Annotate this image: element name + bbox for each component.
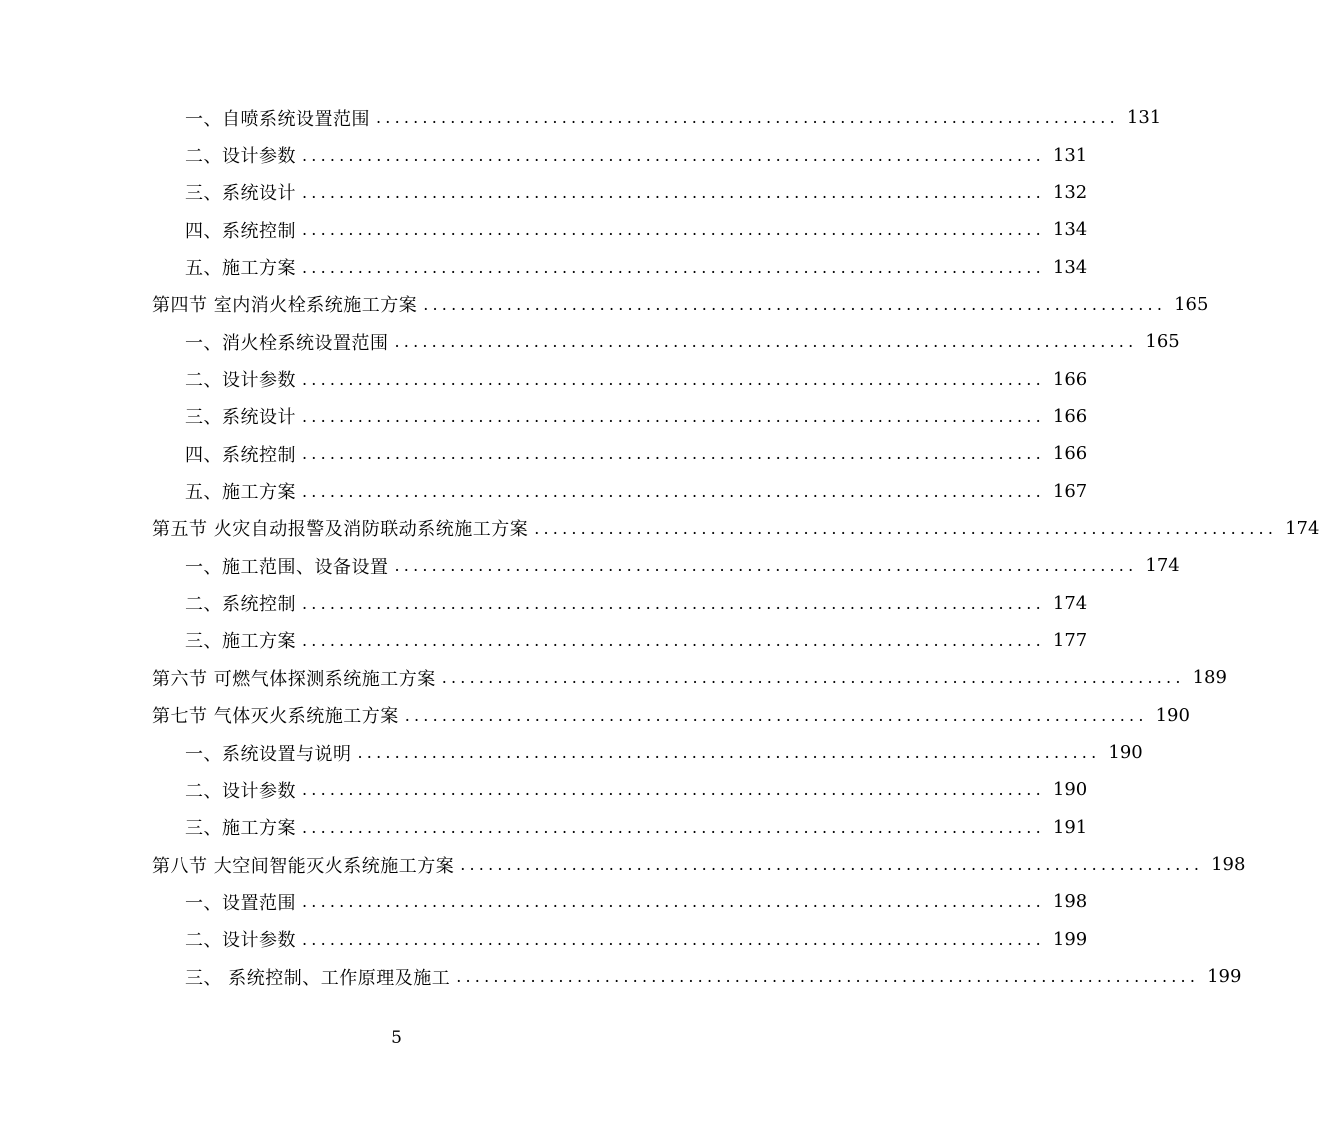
dot-leader: ................................................................................ — [302, 593, 1045, 613]
toc-entry-page: 166 — [1052, 368, 1088, 390]
toc-entry-page: 165 — [1174, 293, 1209, 315]
toc-entry-page: 132 — [1052, 181, 1088, 203]
toc-subsection-entry[interactable] — [0, 248, 1088, 285]
toc-entry-title: 第五节 火灾自动报警及消防联动系统施工方案 — [152, 519, 529, 541]
toc-entry-page: 134 — [1052, 256, 1088, 278]
toc-entry-title: 第六节 可燃气体探测系统施工方案 — [152, 668, 436, 690]
toc-subsection-entry[interactable] — [0, 958, 1242, 995]
toc-subsection-entry[interactable] — [0, 323, 1180, 360]
toc-subsection-entry[interactable] — [0, 622, 1088, 659]
dot-leader: ................................................................................ — [534, 518, 1278, 538]
toc-subsection-entry[interactable] — [0, 734, 1143, 771]
toc-entry-title: 一、系统设置与说明 — [185, 743, 352, 765]
toc-entry-title: 二、设计参数 — [185, 930, 296, 952]
toc-entry-page: 199 — [1207, 966, 1242, 988]
toc-entry-title: 第七节 气体灭火系统施工方案 — [152, 706, 399, 728]
dot-leader: ................................................................................ — [460, 855, 1204, 875]
dot-leader: ................................................................................ — [441, 668, 1185, 688]
toc-section-entry[interactable] — [0, 846, 1246, 883]
toc-subsection-entry[interactable] — [0, 99, 1162, 136]
toc-entry-title: 四、系统控制 — [185, 444, 296, 466]
toc-subsection-entry[interactable] — [0, 211, 1088, 248]
dot-leader: ................................................................................ — [302, 369, 1045, 389]
toc-entry-page: 190 — [1155, 704, 1190, 726]
toc-entry-title: 五、施工方案 — [185, 258, 296, 280]
toc-subsection-entry[interactable] — [0, 136, 1088, 173]
toc-subsection-entry[interactable] — [0, 472, 1088, 509]
toc-entry-title: 五、施工方案 — [185, 482, 296, 504]
dot-leader: ................................................................................ — [302, 929, 1045, 949]
dot-leader: ................................................................................ — [423, 294, 1167, 314]
table-of-contents — [0, 99, 1319, 995]
toc-entry-page: 190 — [1052, 779, 1088, 801]
dot-leader: ................................................................................ — [302, 630, 1045, 650]
toc-entry-title: 四、系统控制 — [185, 220, 296, 242]
toc-entry-page: 134 — [1052, 219, 1088, 241]
toc-entry-page: 177 — [1052, 629, 1088, 651]
dot-leader: ................................................................................ — [302, 444, 1045, 464]
toc-entry-title: 三、施工方案 — [185, 818, 296, 840]
dot-leader: ................................................................................ — [302, 892, 1045, 912]
toc-subsection-entry[interactable] — [0, 883, 1088, 920]
dot-leader: ................................................................................ — [302, 481, 1045, 501]
toc-subsection-entry[interactable] — [0, 360, 1088, 397]
toc-subsection-entry[interactable] — [0, 771, 1088, 808]
toc-subsection-entry[interactable] — [0, 547, 1180, 584]
toc-entry-page: 174 — [1285, 517, 1319, 539]
dot-leader: ................................................................................ — [302, 817, 1045, 837]
dot-leader: ................................................................................ — [302, 220, 1045, 240]
toc-section-entry[interactable] — [0, 510, 1319, 547]
toc-entry-page: 198 — [1211, 854, 1246, 876]
toc-entry-page: 131 — [1052, 144, 1088, 166]
dot-leader: ................................................................................ — [357, 743, 1101, 763]
toc-entry-page: 166 — [1052, 405, 1088, 427]
dot-leader: ................................................................................ — [302, 780, 1045, 800]
dot-leader: ................................................................................ — [302, 257, 1045, 277]
toc-entry-page: 174 — [1145, 555, 1180, 577]
dot-leader: ................................................................................ — [456, 967, 1200, 987]
toc-subsection-entry[interactable] — [0, 398, 1088, 435]
toc-section-entry[interactable] — [0, 697, 1190, 734]
toc-entry-title: 第八节 大空间智能灭火系统施工方案 — [152, 855, 455, 877]
toc-entry-title: 三、施工方案 — [185, 631, 296, 653]
toc-entry-page: 191 — [1052, 816, 1088, 838]
toc-entry-title: 二、设计参数 — [185, 146, 296, 168]
toc-entry-title: 三、系统设计 — [185, 407, 296, 429]
toc-entry-title: 二、系统控制 — [185, 594, 296, 616]
toc-entry-title: 一、自喷系统设置范围 — [185, 108, 370, 130]
toc-entry-title: 二、设计参数 — [185, 370, 296, 392]
toc-subsection-entry[interactable] — [0, 921, 1088, 958]
toc-entry-page: 189 — [1192, 667, 1227, 689]
toc-entry-title: 一、设置范围 — [185, 892, 296, 914]
toc-subsection-entry[interactable] — [0, 174, 1088, 211]
toc-subsection-entry[interactable] — [0, 809, 1088, 846]
page-number: 5 — [391, 1028, 402, 1048]
toc-entry-page: 199 — [1052, 928, 1088, 950]
toc-entry-page: 167 — [1052, 480, 1088, 502]
dot-leader: ................................................................................ — [302, 406, 1045, 426]
toc-entry-page: 131 — [1126, 107, 1162, 129]
toc-entry-title: 三、 系统控制、工作原理及施工 — [185, 967, 451, 989]
toc-entry-page: 198 — [1052, 891, 1088, 913]
dot-leader: ................................................................................ — [394, 556, 1138, 576]
toc-entry-title: 三、系统设计 — [185, 183, 296, 205]
toc-entry-page: 174 — [1052, 592, 1088, 614]
toc-entry-title: 第四节 室内消火栓系统施工方案 — [152, 295, 418, 317]
toc-subsection-entry[interactable] — [0, 584, 1088, 621]
toc-subsection-entry[interactable] — [0, 435, 1088, 472]
dot-leader: ................................................................................ — [394, 332, 1138, 352]
dot-leader: ................................................................................ — [302, 182, 1045, 202]
dot-leader: ................................................................................ — [302, 145, 1045, 165]
toc-entry-page: 165 — [1145, 331, 1180, 353]
dot-leader: ................................................................................ — [404, 705, 1148, 725]
toc-entry-page: 190 — [1108, 742, 1143, 764]
toc-entry-title: 二、设计参数 — [185, 780, 296, 802]
toc-section-entry[interactable] — [0, 659, 1227, 696]
toc-entry-title: 一、施工范围、设备设置 — [185, 556, 389, 578]
toc-entry-title: 一、消火栓系统设置范围 — [185, 332, 389, 354]
toc-entry-page: 166 — [1052, 443, 1088, 465]
toc-section-entry[interactable] — [0, 286, 1209, 323]
dot-leader: ................................................................................ — [376, 108, 1119, 128]
